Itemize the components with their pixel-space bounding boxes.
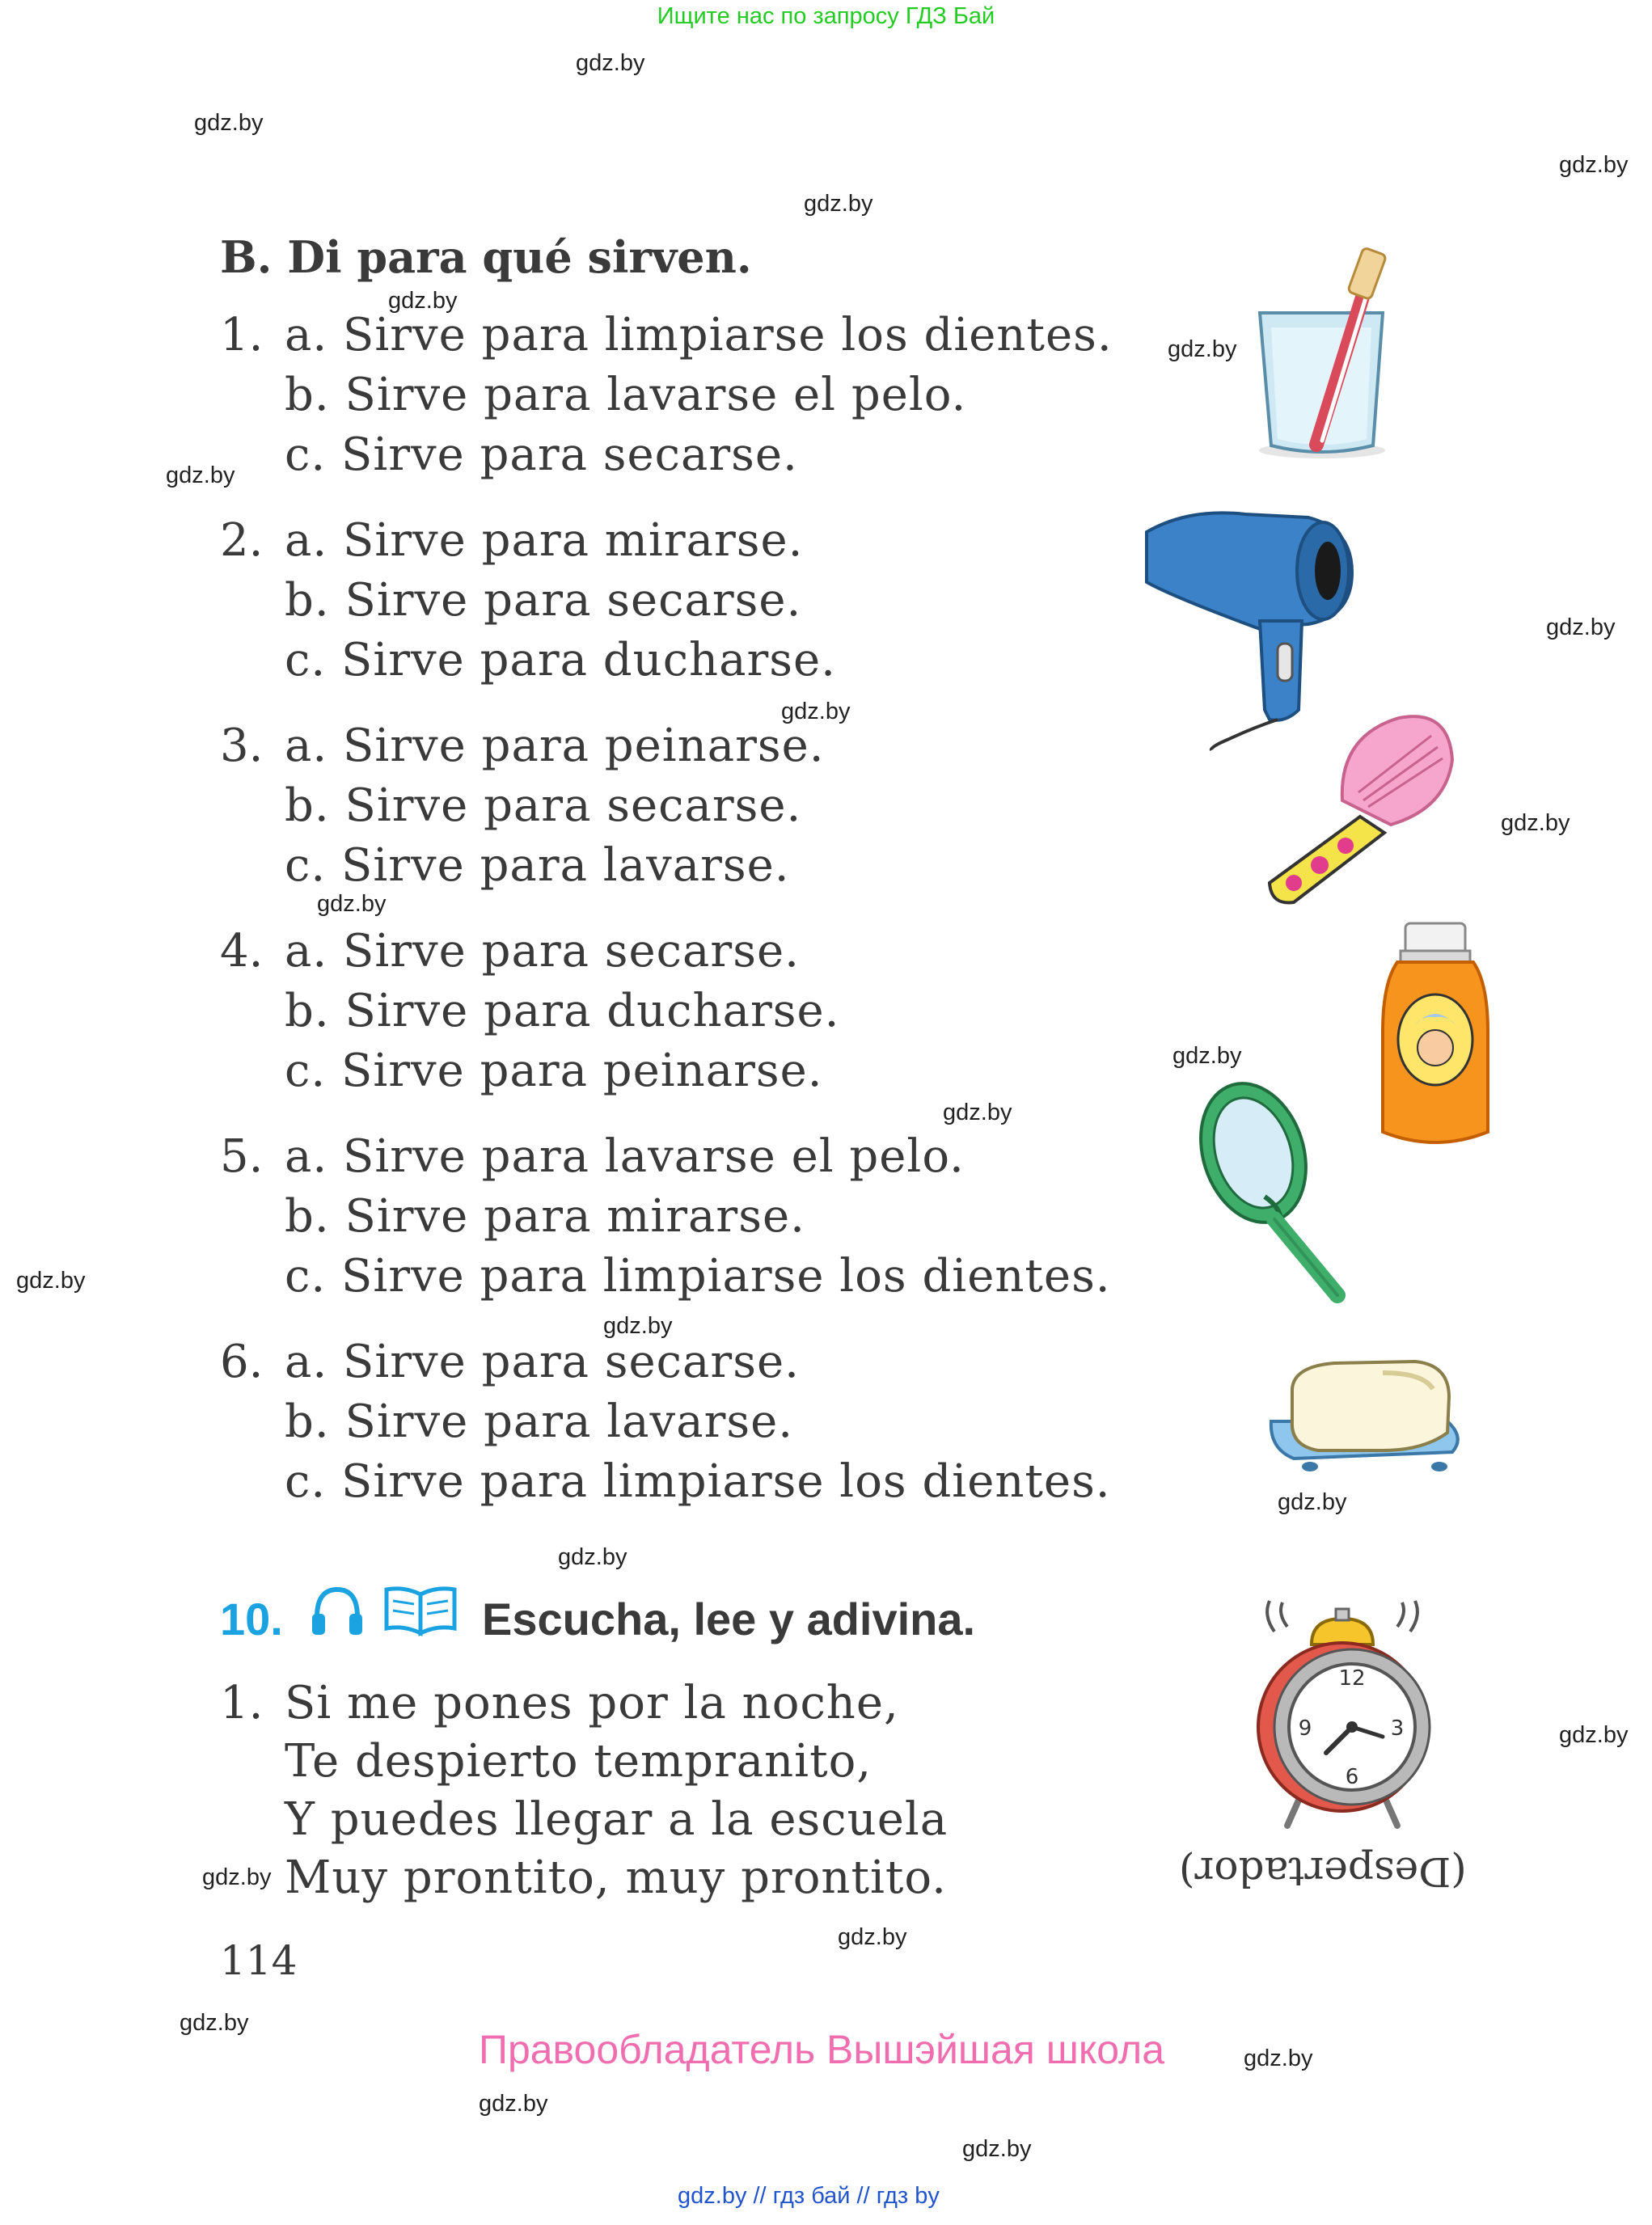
watermark: gdz.by [1244, 2046, 1313, 2071]
watermark: gdz.by [603, 1313, 673, 1339]
option-a: a. Sirve para secarse. [285, 1336, 800, 1388]
item-number: 1. [220, 309, 264, 361]
page-number: 114 [220, 1937, 298, 1984]
watermark: gdz.by [1559, 1722, 1629, 1748]
option-a: a. Sirve para secarse. [285, 925, 800, 977]
watermark: gdz.by [781, 699, 851, 724]
watermark: gdz.by [202, 1864, 272, 1890]
headphones-icon [311, 1585, 364, 1638]
section-heading: B. Di para qué sirven. [220, 231, 752, 283]
option-c: c. Sirve para lavarse. [285, 839, 790, 892]
option-a: a. Sirve para limpiarse los dientes. [285, 309, 1113, 361]
option-c: c. Sirve para ducharse. [285, 634, 836, 686]
watermark: gdz.by [558, 1544, 627, 1570]
watermark: gdz.by [838, 1924, 907, 1950]
option-a: a. Sirve para mirarse. [285, 514, 804, 567]
shampoo-bottle-icon [1375, 918, 1496, 1153]
exercise-number: 10. [220, 1594, 283, 1644]
riddle-line: Muy prontito, muy prontito. [285, 1851, 947, 1904]
svg-text:6: 6 [1345, 1765, 1359, 1789]
option-b: b. Sirve para lavarse. [285, 1395, 794, 1448]
comb-icon [1261, 703, 1456, 906]
option-c: c. Sirve para secarse. [285, 429, 798, 481]
watermark: gdz.by [194, 110, 264, 136]
watermark: gdz.by [1501, 810, 1570, 836]
watermark: gdz.by [16, 1268, 86, 1294]
exercise-title: Escucha, lee y adivina. [482, 1594, 976, 1644]
watermark: gdz.by [388, 288, 458, 314]
item-number: 6. [220, 1336, 264, 1388]
riddle-number: 1. [220, 1677, 264, 1729]
riddle-line: Te despierto tempranito, [285, 1735, 872, 1788]
riddle-line: Y puedes llegar a la escuela [285, 1793, 949, 1846]
watermark: gdz.by [317, 891, 387, 917]
riddle-answer: (Despertador) [1179, 1848, 1467, 1895]
copyright-notice: Правообладатель Вышэйшая школа [479, 2027, 1164, 2072]
watermark: gdz.by [576, 50, 645, 76]
watermark: gdz.by [1559, 152, 1629, 178]
option-b: b. Sirve para lavarse el pelo. [285, 369, 967, 421]
watermark: gdz.by [943, 1100, 1012, 1125]
hand-mirror-icon [1184, 1075, 1362, 1310]
watermark: gdz.by [1278, 1489, 1347, 1515]
option-b: b. Sirve para secarse. [285, 574, 802, 627]
soap-dish-icon [1261, 1357, 1472, 1478]
watermark: gdz.by [1172, 1043, 1242, 1069]
watermark: gdz.by [1546, 614, 1616, 640]
watermark: gdz.by [804, 191, 873, 217]
riddle-line: Si me pones por la noche, [285, 1677, 899, 1729]
watermark: gdz.by [166, 462, 235, 488]
alarm-clock-icon [1245, 1591, 1439, 1834]
item-number: 3. [220, 720, 264, 772]
top-banner: Ищите нас по запросу ГДЗ Бай [657, 3, 995, 29]
option-c: c. Sirve para peinarse. [285, 1045, 823, 1097]
option-b: b. Sirve para mirarse. [285, 1190, 805, 1243]
item-number: 5. [220, 1130, 264, 1183]
watermark: gdz.by [180, 2010, 249, 2036]
toothbrush-in-glass-icon [1245, 247, 1407, 465]
option-c: c. Sirve para limpiarse los dientes. [285, 1250, 1111, 1302]
watermark: gdz.by [962, 2136, 1032, 2162]
watermark: gdz.by [479, 2091, 548, 2117]
option-b: b. Sirve para secarse. [285, 779, 802, 832]
option-b: b. Sirve para ducharse. [285, 985, 840, 1037]
watermark: gdz.by [1168, 336, 1237, 362]
item-number: 4. [220, 925, 264, 977]
option-a: a. Sirve para lavarse el pelo. [285, 1130, 965, 1183]
item-number: 2. [220, 514, 264, 567]
footer-links[interactable]: gdz.by // гдз бай // гдз by [678, 2183, 940, 2209]
open-book-icon [383, 1585, 458, 1636]
option-c: c. Sirve para limpiarse los dientes. [285, 1455, 1111, 1508]
svg-text:12: 12 [1338, 1666, 1366, 1691]
svg-text:3: 3 [1390, 1716, 1405, 1741]
option-a: a. Sirve para peinarse. [285, 720, 825, 772]
svg-text:9: 9 [1298, 1716, 1312, 1741]
